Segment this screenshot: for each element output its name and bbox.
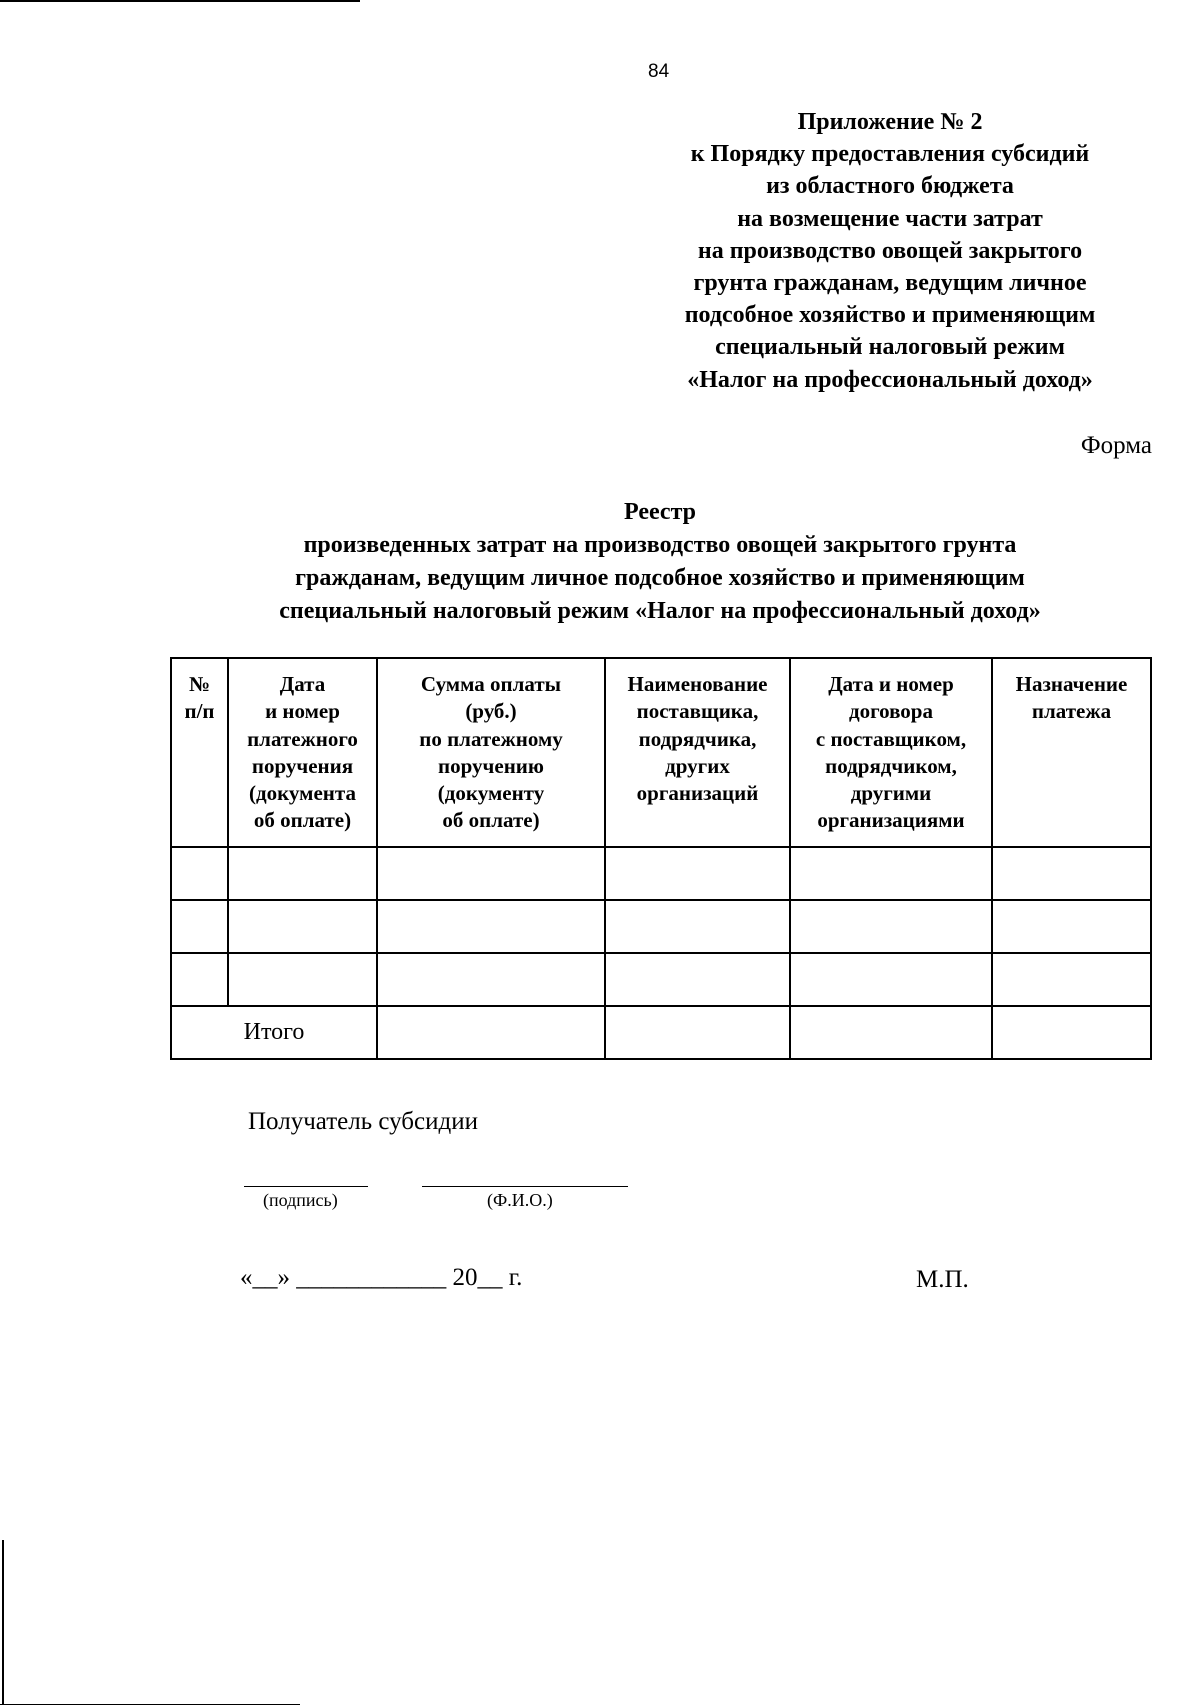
table-cell xyxy=(171,847,228,900)
table-cell xyxy=(605,900,790,953)
header-text: п/п xyxy=(184,699,215,724)
table-cell xyxy=(992,847,1151,900)
appendix-line: специальный налоговый режим xyxy=(715,334,1065,361)
header-text: (документу xyxy=(437,781,545,806)
registry-subtitle-line: специальный налоговый режим «Налог на профессиональный доход» xyxy=(279,598,1041,624)
header-text: Сумма оплаты xyxy=(420,672,562,696)
header-text: других xyxy=(665,753,730,778)
header-text: об оплате) xyxy=(442,808,540,833)
header-text: по платежному xyxy=(419,726,563,751)
signature-line xyxy=(244,1186,368,1187)
recipient-label: Получатель субсидии xyxy=(248,1108,478,1135)
header-payment-order xyxy=(228,658,377,847)
registry-subtitle-line: гражданам, ведущим личное подсобное хозяйство и применяющим xyxy=(295,565,1025,591)
table-row xyxy=(171,900,1151,953)
name-caption: (Ф.И.О.) xyxy=(487,1190,553,1210)
table-cell xyxy=(992,953,1151,1006)
header-text: организаций xyxy=(636,781,759,806)
total-label: Итого xyxy=(171,1006,377,1059)
header-text: договора xyxy=(849,699,933,724)
registry-title-block xyxy=(160,496,1160,628)
form-label: Форма xyxy=(1080,432,1152,459)
appendix-line: из областного бюджета xyxy=(766,173,1014,200)
registry-title: Реестр xyxy=(623,499,697,525)
header-text: другими xyxy=(850,781,932,806)
header-text: Дата xyxy=(279,672,326,696)
header-text: Дата и номер xyxy=(828,672,954,696)
header-text: поручению xyxy=(438,753,544,778)
stamp-label: М.П. xyxy=(916,1266,969,1293)
header-text: поручения xyxy=(251,753,354,778)
table-cell xyxy=(992,900,1151,953)
table-cell xyxy=(377,900,605,953)
scan-edge-mark xyxy=(0,0,360,2)
header-text: (руб.) xyxy=(465,699,517,724)
appendix-line: Приложение № 2 xyxy=(797,109,983,135)
appendix-line: к Порядку предоставления субсидий xyxy=(690,141,1090,168)
table-cell xyxy=(790,847,992,900)
header-payment-amount xyxy=(377,658,605,847)
table-cell xyxy=(171,953,228,1006)
name-line xyxy=(422,1186,628,1187)
header-text: с поставщиком, xyxy=(815,726,967,751)
table-cell xyxy=(228,953,377,1006)
table-header-row xyxy=(171,658,1151,847)
appendix-line: подсобное хозяйство и применяющим xyxy=(684,302,1096,329)
appendix-line: «Налог на профессиональный доход» xyxy=(687,366,1093,393)
header-text: поставщика, xyxy=(636,699,759,724)
header-text: Назначение xyxy=(1015,672,1128,696)
appendix-line: на возмещение части затрат xyxy=(737,205,1043,232)
table-cell xyxy=(992,1006,1151,1059)
header-contract xyxy=(790,658,992,847)
table-cell xyxy=(605,953,790,1006)
table-cell xyxy=(377,953,605,1006)
header-text: платежа xyxy=(1031,699,1112,724)
total-row xyxy=(171,1006,1151,1059)
header-text: (документа xyxy=(249,781,356,806)
registry-subtitle-line: произведенных затрат на производство овощей закрытого грунта xyxy=(303,532,1017,558)
table-cell xyxy=(605,1006,790,1059)
header-text: и номер xyxy=(265,699,340,724)
appendix-header xyxy=(630,106,1150,396)
date-line: «__» ____________ 20__ г. xyxy=(240,1264,523,1291)
header-text: Наименование xyxy=(627,672,768,696)
header-text: подрядчика, xyxy=(638,726,757,751)
table-cell xyxy=(790,1006,992,1059)
header-text: № xyxy=(188,672,211,696)
header-text: организациями xyxy=(817,808,965,833)
scan-edge-mark xyxy=(2,1540,4,1705)
table-cell xyxy=(790,953,992,1006)
page-number: 84 xyxy=(648,61,670,82)
table-cell xyxy=(228,900,377,953)
table-row xyxy=(171,847,1151,900)
header-payment-purpose xyxy=(992,658,1151,847)
table-cell xyxy=(228,847,377,900)
table-cell xyxy=(790,900,992,953)
table-row xyxy=(171,953,1151,1006)
table-cell xyxy=(377,1006,605,1059)
header-text: об оплате) xyxy=(253,808,352,833)
table-cell xyxy=(605,847,790,900)
table-cell xyxy=(171,900,228,953)
header-text: подрядчиком, xyxy=(825,753,957,778)
signature-caption: (подпись) xyxy=(263,1190,338,1210)
appendix-line: на производство овощей закрытого xyxy=(697,237,1083,264)
registry-table xyxy=(170,657,1152,1060)
header-text: платежного xyxy=(247,726,358,751)
table-cell xyxy=(377,847,605,900)
header-number xyxy=(171,658,228,847)
header-supplier-name xyxy=(605,658,790,847)
appendix-line: грунта гражданам, ведущим личное xyxy=(693,270,1087,297)
